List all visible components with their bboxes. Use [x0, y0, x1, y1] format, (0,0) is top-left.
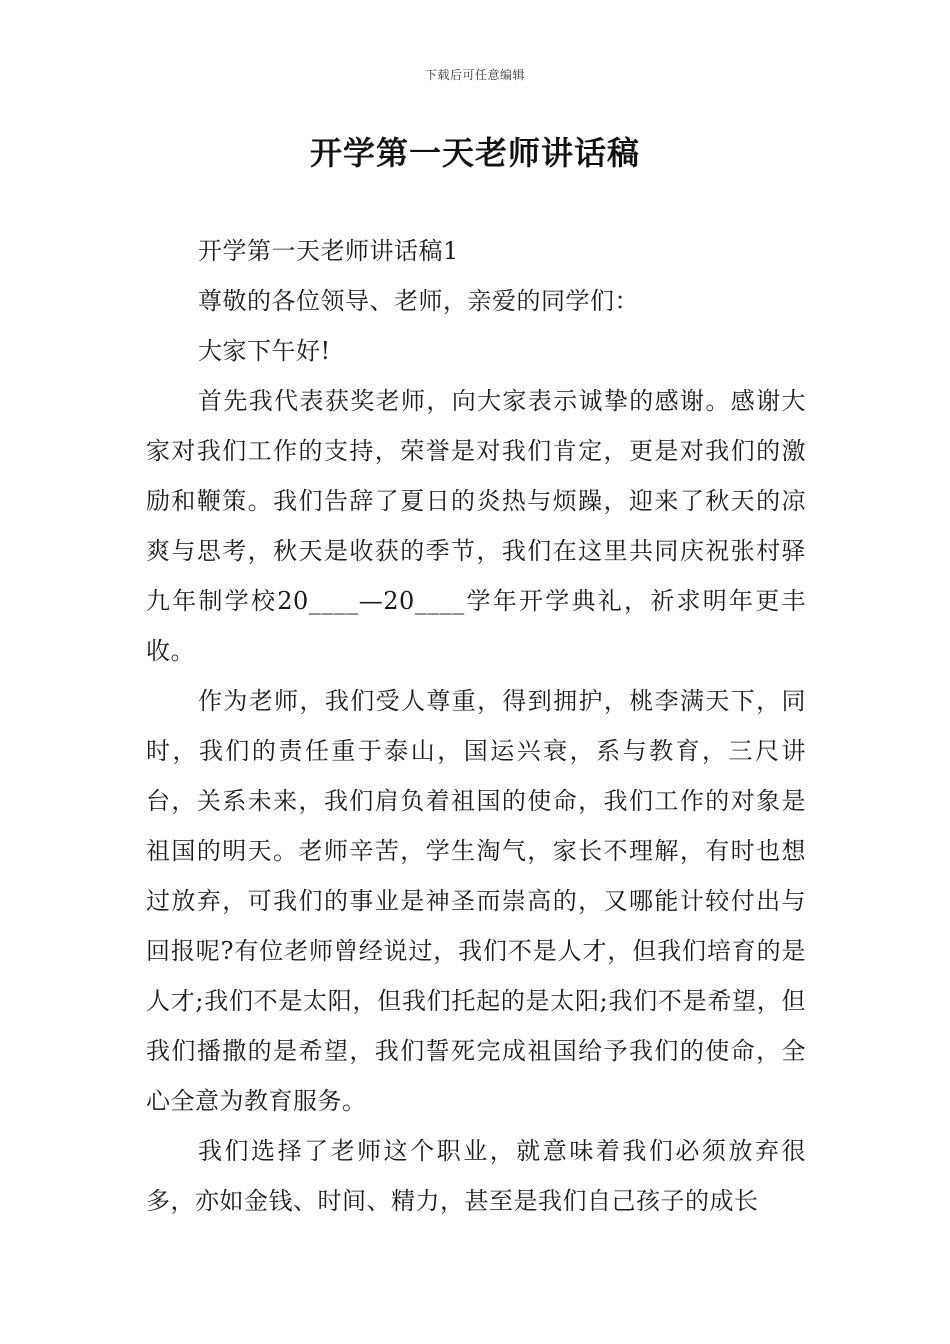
- paragraph-greeting: 大家下午好!: [198, 337, 331, 365]
- paragraph-thanks: 首先我代表获奖老师，向大家表示诚挚的感谢。感谢大家对我们工作的支持，荣誉是对我们肯定，更是对我们的激励和鞭策。我们告辞了夏日的炎热与烦躁，迎来了秋天的凉爽与思考，秋天是收获的季节，我们在这里共同庆祝张村驿九年制学校20____—20____学年开学典礼，祈求明年更丰收。: [146, 387, 806, 665]
- header-note: 下载后可任意编辑: [424, 68, 525, 82]
- paragraph-salutation: 尊敬的各位领导、老师，亲爱的同学们：: [198, 287, 639, 315]
- document-title: 开学第一天老师讲话稿: [309, 134, 640, 172]
- paragraph-subtitle: 开学第一天老师讲话稿1: [198, 237, 459, 265]
- document-body: [146, 226, 806, 1226]
- paragraph-sacrifice: 我们选择了老师这个职业，就意味着我们必须放弃很多，亦如金钱、时间、精力，甚至是我们自己孩子的成长: [146, 1137, 806, 1215]
- paragraph-teacher-role: 作为老师，我们受人尊重，得到拥护，桃李满天下，同时，我们的责任重于泰山，国运兴衰，系与教育，三尺讲台，关系未来，我们肩负着祖国的使命，我们工作的对象是祖国的明天。老师辛苦，学生淘气，家长不理解，有时也想过放弃，可我们的事业是神圣而崇高的，又哪能计较付出与回报呢?有位老师曾经说过，我们不是人才，但我们培育的是人才;我们不是太阳，但我们托起的是太阳;我们不是希望，但我们播撒的是希望，我们誓死完成祖国给予我们的使命，全心全意为教育服务。: [146, 687, 806, 1115]
